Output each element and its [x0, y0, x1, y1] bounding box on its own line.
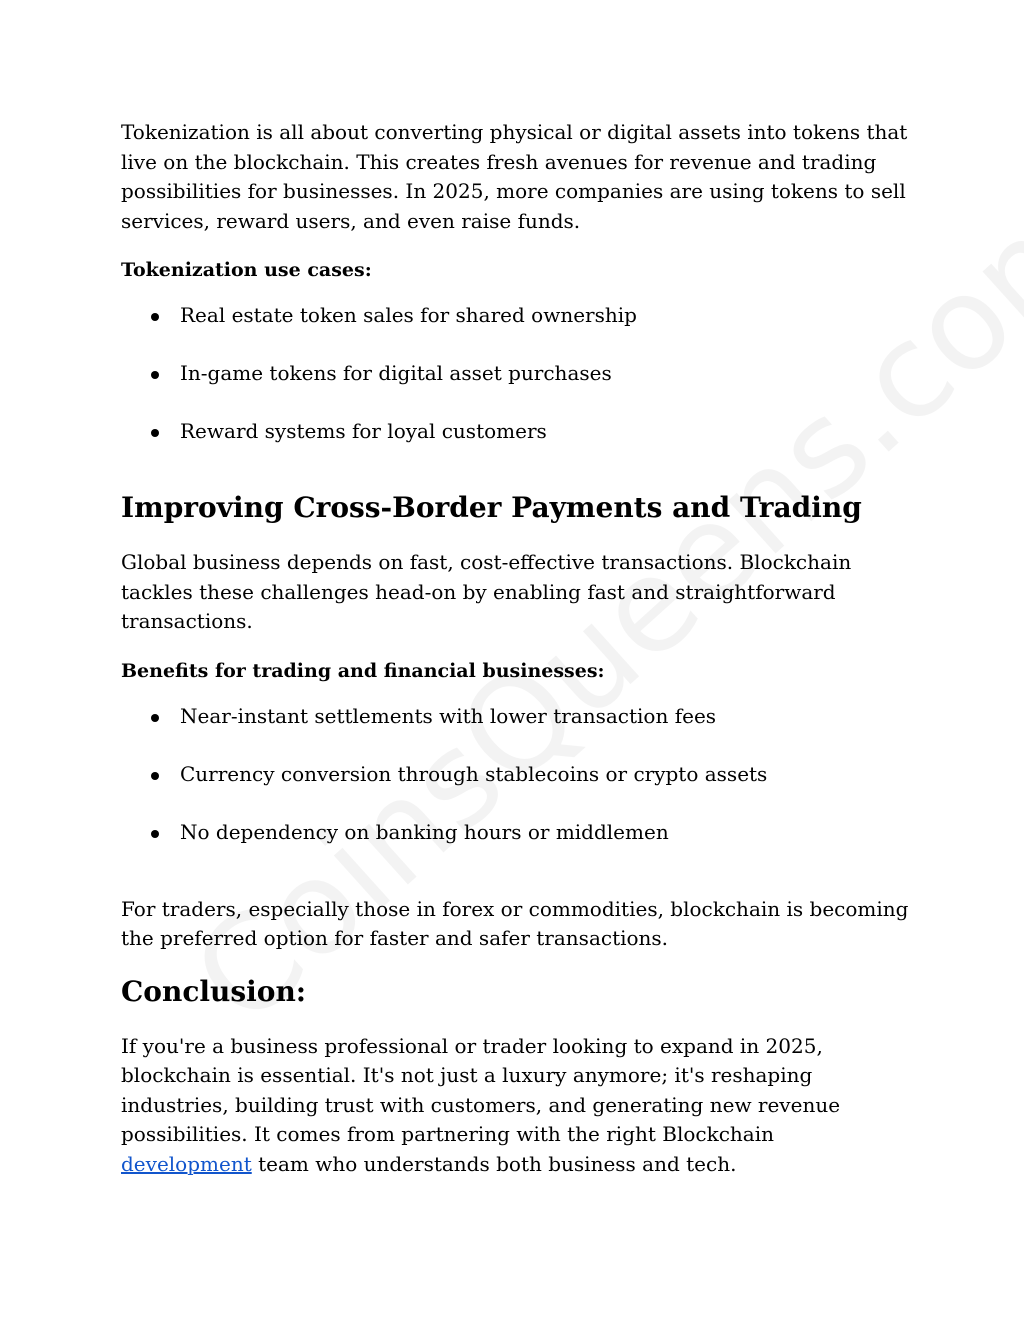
intro-paragraph: Tokenization is all about converting physical or digital assets into tokens that live on the blockchain. This creates fresh avenues for revenue and trading possibilities for businesses. In 2025, more companies are using tokens to sell services, reward users, and even raise funds.: [121, 120, 908, 233]
trading-benefits-label: Benefits for trading and financial businesses:: [121, 659, 605, 682]
cross-border-paragraph: Global business depends on fast, cost-effective transactions. Blockchain tackles these challenges head-on by enabling fast and straightforward transactions.: [121, 550, 852, 633]
list-item-text: No dependency on banking hours or middlemen: [180, 819, 669, 844]
tokenization-use-cases-label: Tokenization use cases:: [121, 259, 372, 281]
traders-paragraph: For traders, especially those in forex or commodities, blockchain is becoming the preferred option for faster and safer transactions.: [121, 896, 909, 950]
list-item: [121, 359, 911, 388]
cross-border-heading: Improving Cross-Border Payments and Trading: [121, 491, 862, 524]
list-item-text: Near-instant settlements with lower transaction fees: [180, 703, 717, 728]
list-item: [121, 301, 911, 330]
list-item-text: Reward systems for loyal customers: [180, 419, 547, 443]
conclusion-text: If you're a business professional or trader looking to expand in 2025, blockchain is essential. It's not just a luxury anymore; it's reshaping industries, building trust with customers, and generating new revenue possibilities. It comes from partnering with the right Blockchain: [121, 1033, 841, 1146]
conclusion-text-end: team who understands both business and tech.: [251, 1151, 737, 1176]
list-item: [121, 760, 911, 789]
bullet-icon: [151, 313, 159, 321]
list-item-text: In-game tokens for digital asset purchases: [180, 361, 612, 385]
bullet-icon: [151, 772, 159, 780]
list-item-text: Currency conversion through stablecoins or crypto assets: [180, 761, 768, 786]
conclusion-paragraph: [121, 1032, 911, 1180]
bullet-icon: [151, 371, 159, 379]
document-body: [121, 118, 911, 1179]
trading-benefits-list: [121, 702, 911, 847]
list-item-text: Real estate token sales for shared ownership: [180, 303, 637, 327]
development-link[interactable]: development: [121, 1151, 252, 1176]
conclusion-heading: Conclusion:: [121, 974, 307, 1008]
bullet-icon: [151, 429, 159, 437]
bullet-icon: [151, 830, 159, 838]
list-item: [121, 818, 911, 847]
bullet-icon: [151, 714, 159, 722]
list-item: [121, 417, 911, 446]
tokenization-use-cases-list: [121, 301, 911, 446]
list-item: [121, 702, 911, 731]
